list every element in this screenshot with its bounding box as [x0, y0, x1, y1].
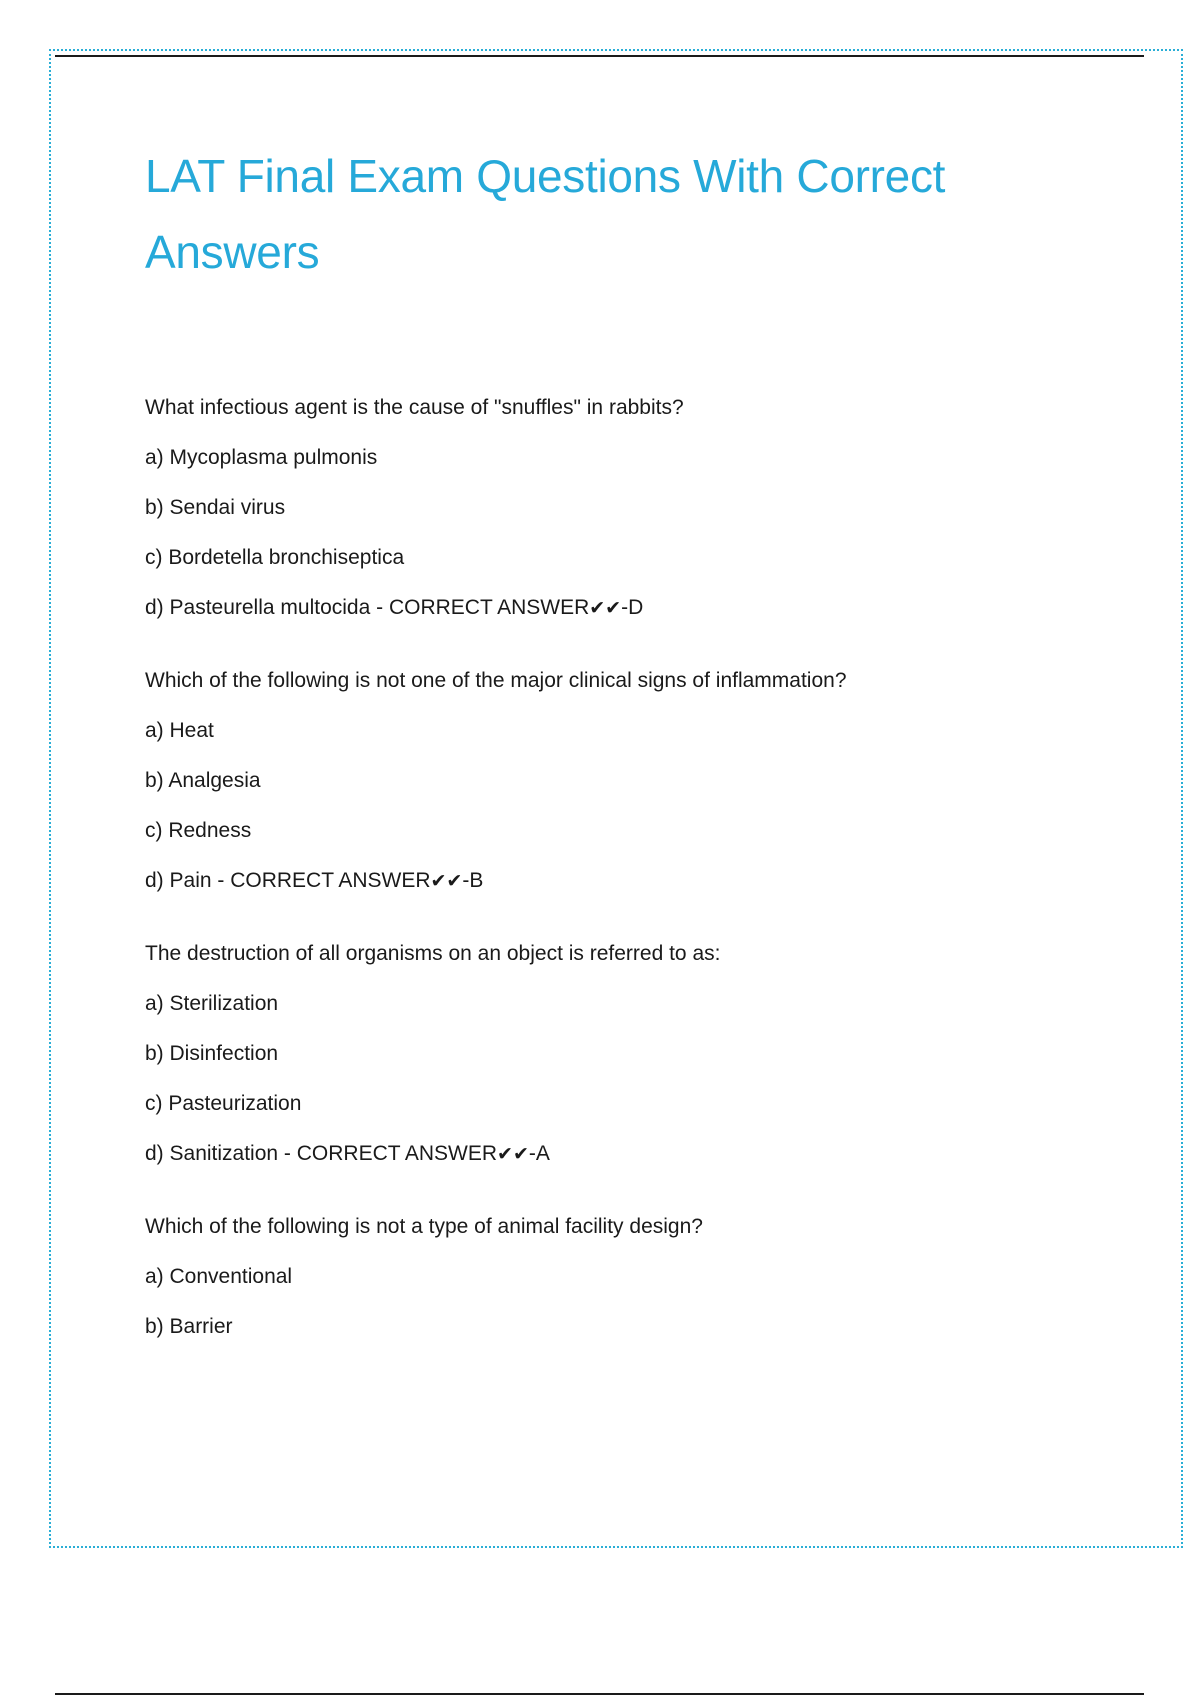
question-list	[145, 396, 1105, 1388]
option-a: a) Heat	[145, 719, 214, 742]
option-d: d) Pasteurella multocida - CORRECT ANSWER	[145, 596, 590, 619]
option-d: d) Pain - CORRECT ANSWER	[145, 869, 431, 892]
option-a: a) Conventional	[145, 1265, 293, 1288]
question-block	[145, 396, 1105, 620]
correct-answer: -B	[462, 869, 484, 892]
question-block	[145, 669, 1105, 893]
option-b: b) Disinfection	[145, 1042, 279, 1065]
option-c: c) Bordetella bronchiseptica	[145, 546, 405, 569]
question-text: The destruction of all organisms on an object is referred to as:	[145, 942, 721, 965]
option-c: c) Redness	[145, 819, 252, 842]
question-text: Which of the following is not one of the major clinical signs of inflammation?	[145, 669, 847, 692]
option-b: b) Sendai virus	[145, 496, 286, 519]
option-b: b) Barrier	[145, 1315, 233, 1338]
option-b: b) Analgesia	[145, 769, 261, 792]
option-d-with-answer	[145, 869, 1105, 893]
document-title: LAT Final Exam Questions With Correct Answers	[145, 150, 946, 278]
option-d: d) Sanitization - CORRECT ANSWER	[145, 1142, 498, 1165]
option-a: a) Sterilization	[145, 992, 279, 1015]
option-d-with-answer	[145, 1142, 1105, 1166]
correct-answer: -A	[528, 1142, 550, 1165]
top-rule	[55, 55, 1144, 57]
question-text: Which of the following is not a type of animal facility design?	[145, 1215, 703, 1238]
question-block	[145, 942, 1105, 1166]
question-text: What infectious agent is the cause of "snuffles" in rabbits?	[145, 396, 684, 419]
correct-answer: -D	[621, 596, 644, 619]
question-block	[145, 1215, 1105, 1339]
option-a: a) Mycoplasma pulmonis	[145, 446, 378, 469]
option-d-with-answer	[145, 596, 1105, 620]
option-c: c) Pasteurization	[145, 1092, 302, 1115]
double-check-icon: ✔✔	[589, 597, 622, 619]
double-check-icon: ✔✔	[430, 870, 463, 892]
bottom-rule	[55, 1693, 1144, 1695]
double-check-icon: ✔✔	[497, 1143, 529, 1165]
